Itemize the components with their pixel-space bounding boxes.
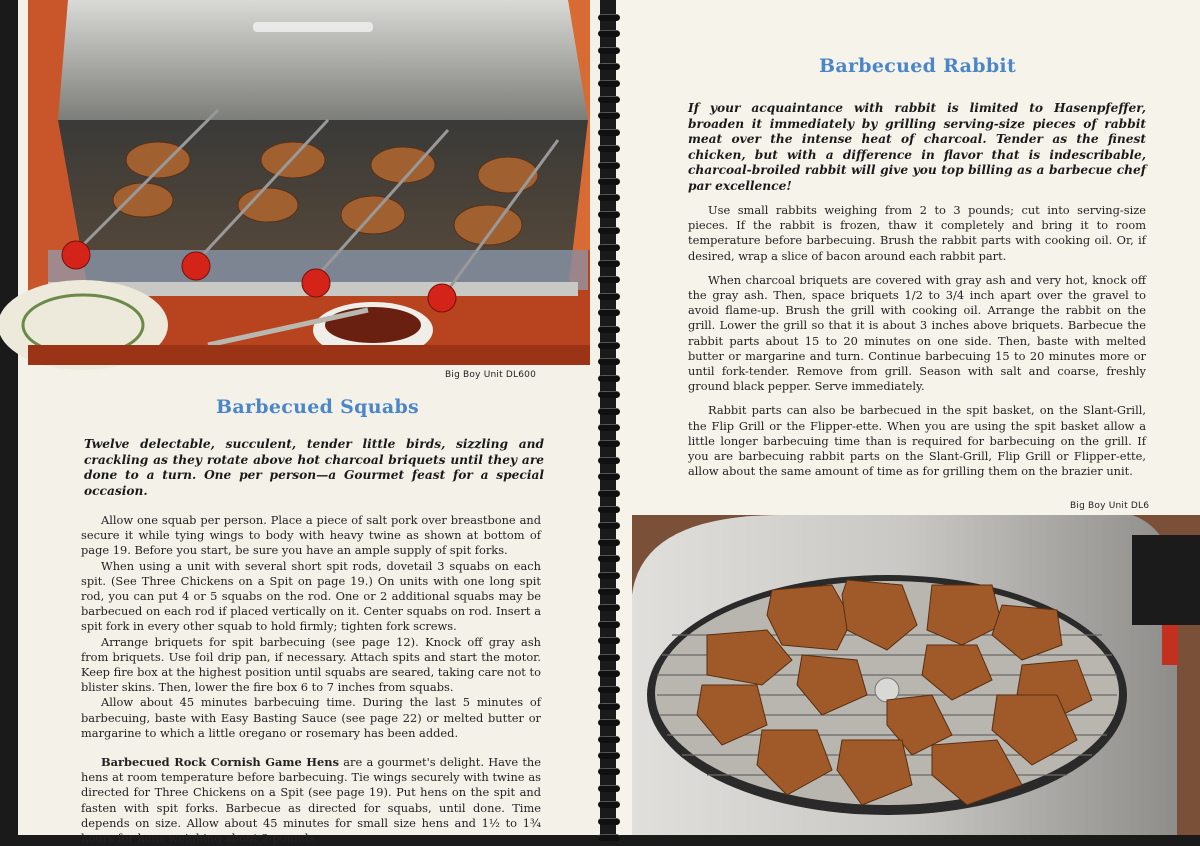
binding-ring	[598, 178, 620, 185]
spiral-binding	[596, 0, 622, 835]
binding-ring	[598, 80, 620, 87]
binding-ring	[598, 539, 620, 546]
binding-ring	[598, 703, 620, 710]
rabbit-paragraph-3: Rabbit parts can also be barbecued in the spit basket, on the Slant-Grill, the Flip Grill or the Flipper-ette. When you are using the spit basket allow a little longer barbecuing time than is required for barbecuing on the grill. If you are barbecuing rabbit parts on the Slant-Grill, Flip Grill or Flipper-ette, allow about the same amount of time as for grilling them on the brazier unit.	[688, 403, 1146, 479]
binding-ring	[598, 818, 620, 825]
binding-ring	[598, 506, 620, 513]
binding-ring	[598, 63, 620, 70]
cornish-hens-label: Barbecued Rock Cornish Game Hens	[101, 755, 340, 770]
binding-ring	[598, 604, 620, 611]
brazier-grill-illustration	[632, 515, 1200, 835]
binding-ring	[598, 342, 620, 349]
binding-ring	[598, 194, 620, 201]
binding-ring	[598, 752, 620, 759]
binding-ring	[598, 408, 620, 415]
rabbit-paragraph-1: Use small rabbits weighing from 2 to 3 pounds; cut into serving-size pieces. If the rabbit is frozen, thaw it completely and bring it to room temperature before barbecuing. Brush the rabbit parts with cooking oil. Or, if desired, wrap a slice of bacon around each rabbit part.	[688, 203, 1146, 263]
binding-ring	[598, 162, 620, 169]
binding-ring	[598, 112, 620, 119]
binding-ring	[598, 14, 620, 21]
binding-ring	[598, 654, 620, 661]
binding-ring	[598, 719, 620, 726]
squabs-paragraph-1: Allow one squab per person. Place a piece of salt pork over breastbone and secure it while tying wings to body with heavy twine as shown at bottom of page 19. Before you start, be sure you have an ample supply of spit forks.	[81, 513, 541, 558]
binding-ring	[598, 244, 620, 251]
binding-ring	[598, 30, 620, 37]
binding-ring	[598, 736, 620, 743]
binding-ring	[598, 96, 620, 103]
squabs-body	[81, 513, 541, 846]
binding-ring	[598, 637, 620, 644]
right-page	[616, 0, 1200, 835]
binding-ring	[598, 47, 620, 54]
binding-ring	[598, 375, 620, 382]
binding-ring	[598, 440, 620, 447]
rabbit-paragraph-2: When charcoal briquets are covered with gray ash and very hot, knock off the gray ash. Then, space briquets 1/2 to 3/4 inch apart over the gravel to avoid flame-up. Brush the grill with cooking oil. Arrange the rabbit on the grill. Lower the grill so that it is about 3 inches above briquets. Barbecue the rabbit parts about 15 to 20 minutes on one side. Then, baste with melted butter or margarine and turn. Continue barbecuing 15 to 20 minutes more or until fork-tender. Remove from grill. Season with salt and coarse, freshly ground black pepper. Serve immediately.	[688, 272, 1146, 394]
binding-ring	[598, 211, 620, 218]
binding-ring	[598, 621, 620, 628]
binding-ring	[598, 276, 620, 283]
binding-ring	[598, 293, 620, 300]
binding-ring	[598, 391, 620, 398]
binding-ring	[598, 260, 620, 267]
rabbit-body	[688, 203, 1146, 479]
rabbit-intro: If your acquaintance with rabbit is limited to Hasenpfeffer, broaden it immediately by grilling serving-size pieces of rabbit meat over the intense heat of charcoal. Tender as the finest chicken, but with a difference in flavor that is indescribable, charcoal-broiled rabbit will give you top billing as a barbecue chef par excellence!	[688, 101, 1146, 193]
squabs-paragraph-2: When using a unit with several short spit rods, dovetail 3 squabs on each spit. (See Three Chickens on a Spit on page 19.) On units with one long spit rod, you can put 4 or 5 squabs on the rod. One or 2 additional squabs may be barbecued on each rod if placed vertically on it. Center squabs on rod. Insert a spit fork in every other squab to hold firmly; tighten fork screws.	[81, 558, 541, 634]
binding-ring	[598, 686, 620, 693]
binding-ring	[598, 490, 620, 497]
binding-ring	[598, 555, 620, 562]
binding-ring	[598, 572, 620, 579]
cornish-hens-text: are a gourmet's delight. Have the hens at room temperature before barbecuing. Tie wings securely with twine as directed for Three Chickens on a Spit (see page 19). Put hens on the spit and fasten with spit forks. Barbecue as directed for squabs, until done. Time depends on size. Allow about 45 minutes for small size hens and 1½ to 1¾ hours for hens weighing about 2 pounds.	[81, 755, 542, 846]
binding-ring	[598, 670, 620, 677]
binding-ring	[598, 129, 620, 136]
brazier-grill-rabbit-photo	[632, 515, 1200, 835]
left-page	[18, 0, 600, 846]
binding-ring	[598, 326, 620, 333]
binding-ring	[598, 801, 620, 808]
binding-ring	[598, 768, 620, 775]
binding-ring	[598, 227, 620, 234]
binding-ring	[598, 473, 620, 480]
spit-grill-squabs-photo	[28, 0, 590, 365]
binding-ring	[598, 358, 620, 365]
squabs-paragraph-3: Arrange briquets for spit barbecuing (see page 12). Knock off gray ash from briquets. Use foil drip pan, if necessary. Attach spits and start the motor. Keep fire box at the highest position until squabs are seared, taking care not to blister skins. Then, lower the fire box 6 to 7 inches from squabs.	[81, 634, 541, 695]
spit-grill-illustration	[28, 0, 590, 365]
binding-ring	[598, 309, 620, 316]
binding-ring	[598, 588, 620, 595]
rabbit-title: Barbecued Rabbit	[819, 55, 1017, 77]
binding-ring	[598, 457, 620, 464]
binding-ring	[598, 785, 620, 792]
photo-caption-bottom: Big Boy Unit DL6	[1070, 501, 1150, 511]
squabs-intro: Twelve delectable, succulent, tender little birds, sizzling and crackling as they rotate above hot charcoal briquets until they are done to a turn. One per person—a Gourmet feast for a special occasion.	[84, 437, 544, 498]
cornish-hens-paragraph	[81, 755, 541, 846]
binding-ring	[598, 145, 620, 152]
squabs-paragraph-4: Allow about 45 minutes barbecuing time. During the last 5 minutes of barbecuing, baste with Easy Basting Sauce (see page 22) or melted butter or margarine to which a little oregano or rosemary has been added.	[81, 695, 541, 740]
photo-caption-top: Big Boy Unit DL600	[445, 370, 537, 380]
binding-ring	[598, 522, 620, 529]
binding-ring	[598, 424, 620, 431]
squabs-title: Barbecued Squabs	[216, 396, 420, 418]
binding-ring	[598, 834, 620, 841]
